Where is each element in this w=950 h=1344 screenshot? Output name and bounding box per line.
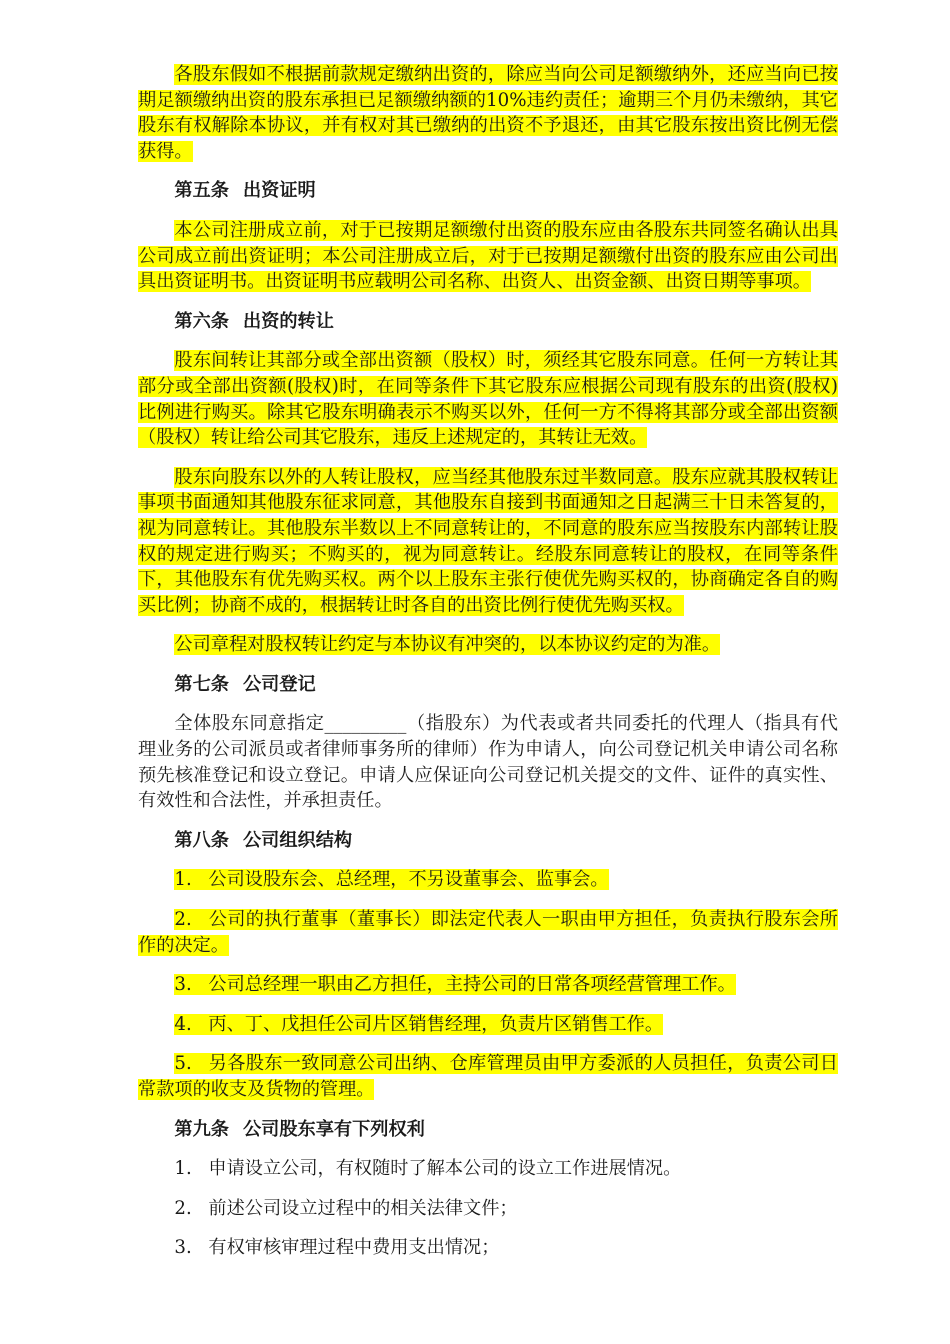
rights-item-1: 1. 申请设立公司，有权随时了解本公司的设立工作进展情况。 — [174, 1158, 682, 1180]
article-6-heading: 第六条 出资的转让 — [174, 310, 334, 332]
paragraph-conflict-rule: 公司章程对股权转让约定与本协议有冲突的，以本协议约定的为准。 — [174, 634, 721, 656]
article-5-heading: 第五条 出资证明 — [174, 180, 316, 202]
rights-item-3: 3. 有权审核审理过程中费用支出情况； — [174, 1237, 500, 1259]
paragraph-penalty: 各股东假如不根据前款规定缴纳出资的，除应当向公司足额缴纳外，还应当向已按期足额缴纳出资的股东承担已足额缴纳额的10%违约责任；逾期三个月仍未缴纳，其它股东有权解除本协议，并有权对其已缴纳的出资不予退还，由其它股东按出资比例无偿获得。 — [138, 64, 838, 162]
article-8-heading: 第八条 公司组织结构 — [174, 829, 353, 851]
org-item-3: 3. 公司总经理一职由乙方担任，主持公司的日常各项经营管理工作。 — [174, 974, 736, 996]
org-item-5: 5. 另各股东一致同意公司出纳、仓库管理员由甲方委派的人员担任，负责公司日常款项的收支及货物的管理。 — [138, 1053, 838, 1100]
paragraph-external-transfer: 股东向股东以外的人转让股权，应当经其他股东过半数同意。股东应就其股权转让事项书面通知其他股东征求同意，其他股东自接到书面通知之日起满三十日未答复的，视为同意转让。其他股东半数以上不同意转让的，不同意的股东应当按股东内部转让股权的规定进行购买；不购买的，视为同意转让。经股东同意转让的股权，在同等条件下，其他股东有优先购买权。两个以上股东主张行使优先购买权的，协商确定各自的购买比例；协商不成的，根据转让时各自的出资比例行使优先购买权。 — [138, 466, 838, 616]
article-7-heading: 第七条 公司登记 — [174, 673, 316, 695]
org-item-4: 4. 丙、丁、戊担任公司片区销售经理，负责片区销售工作。 — [174, 1013, 664, 1035]
org-item-1: 1. 公司设股东会、总经理，不另设董事会、监事会。 — [174, 869, 609, 891]
rights-item-2: 2. 前述公司设立过程中的相关法律文件； — [174, 1197, 518, 1219]
paragraph-capital-proof: 本公司注册成立前，对于已按期足额缴付出资的股东应由各股东共同签名确认出具公司成立前出资证明；本公司注册成立后，对于已按期足额缴付出资的股东应由公司出具出资证明书。出资证明书应载明公司名称、出资人、出资金额、出资日期等事项。 — [138, 219, 838, 293]
document-page — [138, 62, 838, 1275]
paragraph-registration: 全体股东同意指定_________（指股东）为代表或者共同委托的代理人（指具有代理业务的公司派员或者律师事务所的律师）作为申请人，向公司登记机关申请公司名称预先核准登记和设立登记。申请人应保证向公司登记机关提交的文件、证件的真实性、有效性和合法性，并承担责任。 — [138, 713, 838, 812]
paragraph-internal-transfer: 股东间转让其部分或全部出资额（股权）时，须经其它股东同意。任何一方转让其部分或全部出资额(股权)时，在同等条件下其它股东应根据公司现有股东的出资(股权)比例进行购买。除其它股东明确表示不购买以外，任何一方不得将其部分或全部出资额（股权）转让给公司其它股东，违反上述规定的，其转让无效。 — [138, 350, 838, 449]
org-item-2: 2. 公司的执行董事（董事长）即法定代表人一职由甲方担任，负责执行股东会所作的决定。 — [138, 909, 838, 956]
article-9-heading: 第九条 公司股东享有下列权利 — [174, 1118, 425, 1140]
